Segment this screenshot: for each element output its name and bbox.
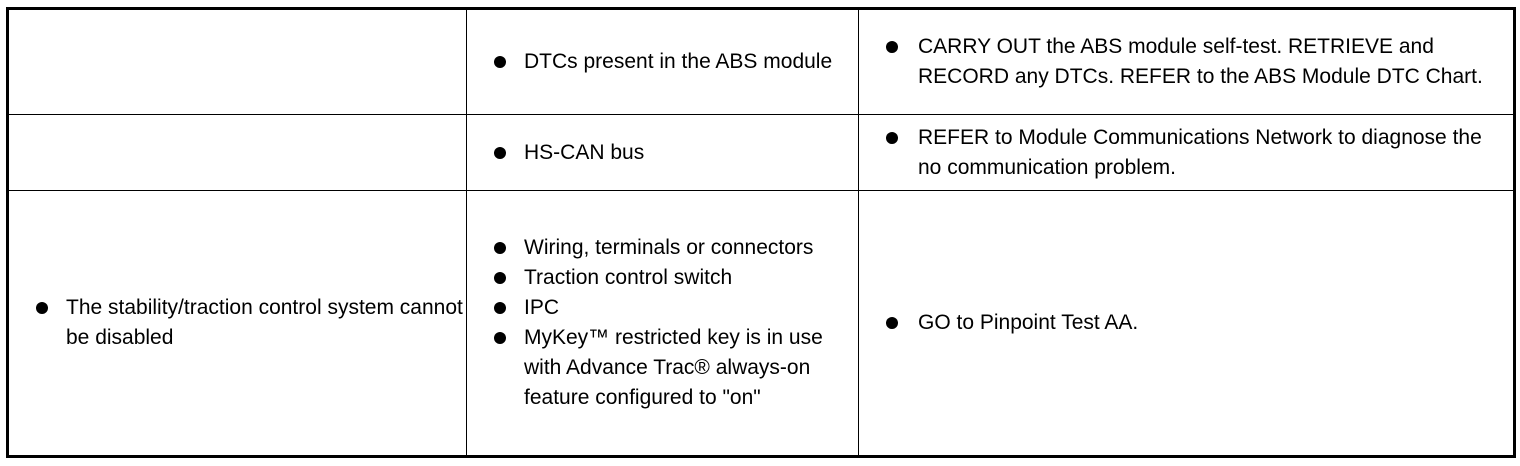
possible-source-text: MyKey™ restricted key is in use with Advance Trac® always-on feature configured to "on" — [524, 326, 823, 409]
possible-source-text: HS-CAN bus — [524, 140, 645, 164]
table-row — [8, 191, 1515, 457]
action-list — [859, 308, 1513, 338]
bullet-icon — [494, 272, 506, 284]
bullet-icon — [36, 302, 48, 314]
bullet-icon — [886, 41, 898, 53]
action-list — [859, 32, 1513, 92]
bullet-icon — [494, 242, 506, 254]
condition-cell — [8, 9, 467, 115]
action-text: CARRY OUT the ABS module self-test. RETRIEVE and RECORD any DTCs. REFER to the ABS Module DTC Chart. — [918, 35, 1483, 88]
bullet-icon — [886, 317, 898, 329]
action-cell — [859, 191, 1515, 457]
action-cell — [859, 115, 1515, 191]
possible-source-list — [467, 47, 858, 77]
action-list — [859, 123, 1513, 183]
list-item — [467, 263, 858, 293]
possible-source-text: IPC — [524, 296, 560, 319]
possible-source-text: DTCs present in the ABS module — [524, 50, 833, 73]
possible-source-cell — [467, 9, 859, 115]
possible-source-list — [467, 138, 858, 168]
list-item — [467, 323, 858, 413]
action-text: GO to Pinpoint Test AA. — [918, 311, 1139, 334]
list-item — [467, 47, 858, 77]
bullet-icon — [494, 332, 506, 344]
list-item — [859, 123, 1513, 183]
table-row — [8, 115, 1515, 191]
list-item — [467, 293, 858, 323]
action-cell — [859, 9, 1515, 115]
table-row — [8, 9, 1515, 115]
possible-source-text: Traction control switch — [524, 266, 733, 289]
diagnostic-table — [6, 7, 1516, 458]
action-text: REFER to Module Communications Network to diagnose the no communication problem. — [918, 125, 1482, 179]
list-item — [467, 233, 858, 263]
condition-text: The stability/traction control system cannot be disabled — [66, 296, 463, 349]
bullet-icon — [494, 302, 506, 314]
list-item — [9, 293, 466, 353]
possible-source-list — [467, 233, 858, 413]
possible-source-cell — [467, 115, 859, 191]
possible-source-text: Wiring, terminals or connectors — [524, 236, 814, 259]
condition-cell — [8, 115, 467, 191]
list-item — [467, 138, 858, 168]
possible-source-cell — [467, 191, 859, 457]
list-item — [859, 308, 1513, 338]
bullet-icon — [886, 132, 898, 144]
list-item — [859, 32, 1513, 92]
condition-list — [9, 293, 466, 353]
bullet-icon — [494, 56, 506, 68]
bullet-icon — [494, 147, 506, 159]
condition-cell — [8, 191, 467, 457]
